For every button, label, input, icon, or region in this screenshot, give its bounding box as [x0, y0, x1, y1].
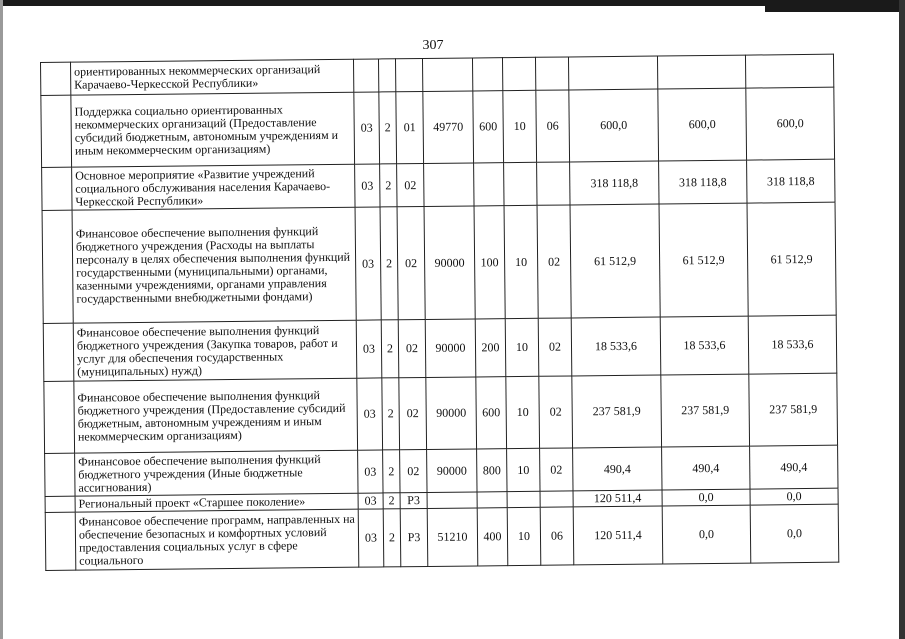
- code-subsection: 06: [540, 507, 574, 565]
- code-direction: 90000: [427, 449, 477, 493]
- code-program: [353, 59, 378, 92]
- code-event: [395, 58, 422, 91]
- code-subprogram: 2: [380, 164, 397, 207]
- amount-year-2: 61 512,9: [659, 203, 748, 317]
- blank-cell: [43, 323, 74, 381]
- row-name: Финансовое обеспечение программ, направленных на обеспечение безопасных и комфортных условий предоставления социальных услуг в сфере социального: [75, 509, 359, 570]
- code-subsection: 02: [540, 448, 573, 491]
- code-expense-type: 200: [475, 319, 506, 377]
- code-subsection: 02: [538, 318, 572, 376]
- code-program: 03: [355, 164, 380, 207]
- code-direction: 49770: [423, 91, 474, 164]
- code-subsection: 06: [536, 90, 570, 162]
- code-subprogram: 2: [379, 92, 397, 164]
- code-section: 10: [505, 318, 539, 376]
- code-event: Р3: [400, 508, 428, 566]
- amount-year-3: 61 512,9: [747, 202, 836, 316]
- code-subsection: 02: [537, 205, 571, 318]
- code-subprogram: 2: [383, 450, 400, 493]
- row-name: Поддержка социально ориентированных некоммерческих организаций (Предоставление субсидий бюджетным, автономным учреждениям и иным некоммерческим организациям): [71, 92, 355, 167]
- row-name: Финансовое обеспечение выполнения функций бюджетного учреждения (Предоставление субсидий бюджетным, автономным учреждениям и иным некоммерческим организациям): [74, 378, 358, 453]
- blank-cell: [41, 62, 71, 95]
- code-expense-type: 400: [477, 508, 508, 566]
- code-subprogram: [378, 59, 395, 92]
- blank-cell: [45, 453, 75, 496]
- code-program: 03: [355, 207, 381, 320]
- code-program: 03: [358, 509, 384, 567]
- row-name: Основное мероприятие «Развитие учреждений социального обслуживания населения Карачаево-Черкесской Республики»: [72, 164, 355, 210]
- scan-border-right: [899, 0, 905, 639]
- code-subsection: [535, 57, 568, 90]
- amount-year-3: 600,0: [746, 87, 835, 160]
- blank-cell: [45, 496, 75, 512]
- scan-border-top-corner: [765, 0, 905, 12]
- code-program: 03: [358, 493, 383, 509]
- amount-year-2: 600,0: [658, 88, 747, 161]
- code-subprogram: 2: [381, 320, 399, 378]
- code-subsection: [537, 162, 570, 205]
- row-name: Финансовое обеспечение выполнения функций бюджетного учреждения (Расходы на выплаты персоналу в целях обеспечения выполнения функций государственными (муниципальными) органами, казенными учреждениями, органами управления государственными внебюджетными фондами): [72, 207, 356, 323]
- code-program: 03: [356, 320, 382, 378]
- code-section: 10: [504, 205, 538, 318]
- amount-year-1: 18 533,6: [571, 317, 661, 376]
- table-row: [41, 87, 835, 167]
- amount-year-1: 318 118,8: [570, 161, 659, 205]
- code-subsection: 02: [539, 376, 573, 448]
- code-direction: 90000: [425, 319, 476, 378]
- code-event: 02: [397, 206, 425, 319]
- row-name: Финансовое обеспечение выполнения функций бюджетного учреждения (Закупка товаров, работ и услуг для обеспечения государственных (муниципальных) нужд): [73, 320, 357, 381]
- amount-year-1: 490,4: [573, 447, 662, 491]
- code-section: [504, 162, 537, 205]
- blank-cell: [42, 167, 72, 210]
- amount-year-3: [745, 54, 833, 88]
- amount-year-2: 490,4: [662, 446, 750, 490]
- row-name: Региональный проект «Старшее поколение»: [75, 493, 358, 512]
- row-name: Финансовое обеспечение выполнения функций бюджетного учреждения (Иные бюджетные ассигнования): [75, 450, 358, 496]
- amount-year-2: 318 118,8: [659, 160, 747, 204]
- amount-year-3: 490,4: [750, 445, 838, 489]
- code-section: [507, 491, 540, 507]
- amount-year-3: 237 581,9: [749, 373, 838, 446]
- blank-cell: [42, 210, 73, 323]
- code-expense-type: [477, 492, 507, 508]
- code-expense-type: 100: [474, 206, 505, 319]
- amount-year-2: 237 581,9: [661, 374, 750, 447]
- amount-year-3: 0,0: [750, 504, 839, 563]
- code-program: 03: [357, 378, 383, 450]
- code-subsection: [540, 491, 573, 507]
- code-direction: [422, 58, 472, 92]
- blank-cell: [44, 381, 75, 453]
- amount-year-3: 318 118,8: [747, 159, 835, 203]
- amount-year-3: 0,0: [750, 488, 838, 505]
- code-expense-type: 600: [476, 377, 507, 449]
- code-section: 10: [503, 90, 537, 162]
- code-event: 02: [398, 319, 426, 377]
- amount-year-1: [568, 56, 657, 90]
- code-direction: 51210: [427, 508, 478, 567]
- amount-year-1: 237 581,9: [572, 375, 662, 448]
- table-row: [42, 202, 836, 323]
- code-program: 03: [358, 450, 383, 493]
- code-expense-type: 800: [477, 449, 507, 492]
- code-event: 02: [397, 163, 424, 206]
- code-subprogram: 2: [383, 493, 400, 509]
- budget-table-body: [41, 54, 839, 570]
- amount-year-2: 0,0: [662, 505, 751, 564]
- code-section: 10: [507, 507, 541, 565]
- amount-year-1: 600,0: [569, 89, 659, 162]
- scan-border-left: [0, 0, 3, 639]
- code-expense-type: [472, 58, 502, 91]
- blank-cell: [41, 95, 72, 167]
- code-section: 10: [507, 448, 540, 491]
- code-program: 03: [354, 92, 380, 164]
- amount-year-1: 120 511,4: [573, 506, 663, 565]
- code-direction: 90000: [424, 206, 475, 320]
- code-section: [502, 57, 535, 90]
- page-number: 307: [422, 38, 444, 53]
- code-subprogram: 2: [382, 378, 400, 450]
- code-subprogram: 2: [383, 509, 401, 567]
- row-name: ориентированных некоммерческих организаций Карачаево-Черкесской Республики»: [71, 59, 354, 95]
- table-row: [43, 315, 837, 381]
- amount-year-2: 0,0: [662, 489, 750, 506]
- budget-table: [40, 54, 839, 571]
- code-expense-type: 600: [473, 91, 504, 163]
- code-event: 02: [400, 449, 427, 492]
- blank-cell: [45, 512, 76, 570]
- code-event: 01: [396, 91, 424, 163]
- amount-year-2: [657, 55, 745, 89]
- code-direction: [424, 163, 474, 207]
- code-section: 10: [506, 376, 540, 448]
- code-direction: [427, 492, 477, 509]
- table-row: [45, 504, 839, 570]
- amount-year-3: 18 533,6: [748, 315, 837, 374]
- amount-year-1: 120 511,4: [573, 490, 662, 507]
- table-row: [44, 373, 838, 453]
- code-subprogram: 2: [380, 207, 398, 320]
- code-expense-type: [474, 163, 504, 206]
- amount-year-1: 61 512,9: [570, 204, 660, 318]
- code-event: 02: [399, 377, 427, 449]
- code-direction: 90000: [426, 377, 477, 450]
- amount-year-2: 18 533,6: [660, 316, 749, 375]
- code-event: Р3: [400, 492, 427, 508]
